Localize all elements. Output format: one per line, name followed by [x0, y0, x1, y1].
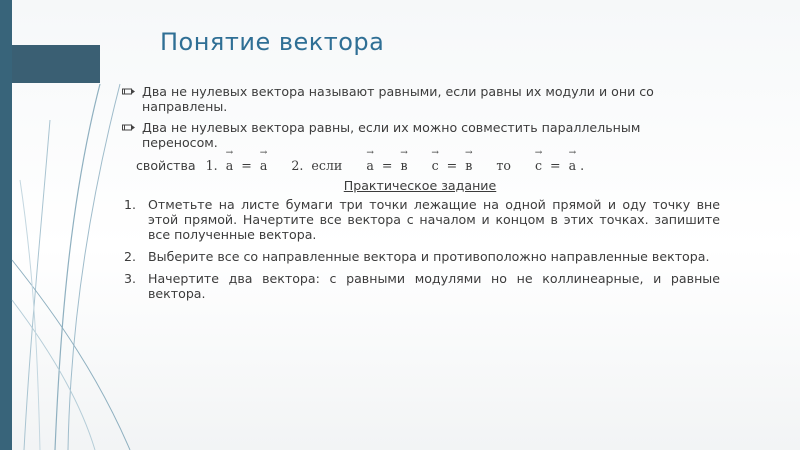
then-word: то [496, 158, 511, 173]
property-1-number: 1. [205, 158, 218, 173]
task-item [120, 249, 720, 264]
task-item [120, 197, 720, 242]
vector-a: a → [569, 158, 577, 173]
bullet-text: Два не нулевых вектора равны, если их можно совместить параллельным переносом. [142, 120, 641, 150]
equals-sign: = [446, 158, 458, 173]
properties-label: свойства [136, 158, 196, 173]
page-title: Понятие вектора [160, 28, 385, 56]
task-number: 3. [124, 271, 137, 286]
practice-heading: Практическое задание [343, 178, 497, 193]
vector-c: с → [432, 158, 439, 173]
vector-a: a → [226, 158, 234, 173]
equals-sign: = [381, 158, 393, 173]
end-dot: . [580, 158, 585, 173]
bullet-text: Два не нулевых вектора называют равными, если равны их модули и они со направлены. [142, 84, 654, 114]
task-text: Выберите все со направленные вектора и противоположно направленные вектора. [148, 249, 710, 264]
pen-icon [122, 122, 135, 133]
task-number: 1. [124, 197, 137, 212]
vector-b: в → [465, 158, 472, 173]
vector-c: с → [535, 158, 542, 173]
task-item [120, 271, 720, 301]
vector-a: a → [366, 158, 374, 173]
task-text: Отметьте на листе бумаги три точки лежащие на одной прямой и оду точку вне этой прямой. Начертите все вектора с началом и концом в этих точках. запишите все полученные вектора. [148, 197, 720, 242]
bullet-item [120, 120, 720, 150]
pen-icon [122, 86, 135, 97]
task-number: 2. [124, 249, 137, 264]
slide-content [120, 84, 720, 308]
bullet-item [120, 84, 720, 114]
vector-properties [136, 158, 720, 173]
if-word: если [311, 158, 343, 173]
equals-sign: = [241, 158, 252, 173]
vector-b: в → [400, 158, 407, 173]
task-text: Начертите два вектора: с равными модулями но не коллинеарные, и равные вектора. [148, 271, 720, 301]
equals-sign: = [550, 158, 561, 173]
property-2-number: 2. [291, 158, 304, 173]
vector-a: a → [260, 158, 268, 173]
